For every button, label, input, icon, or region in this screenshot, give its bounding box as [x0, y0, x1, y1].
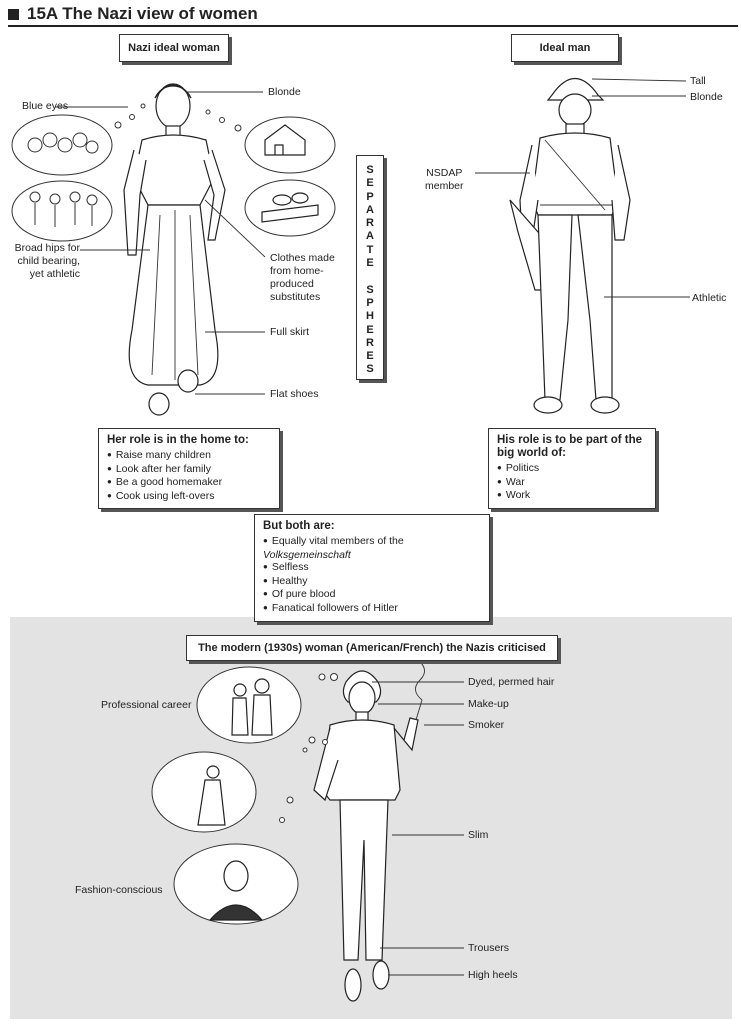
modern-woman-heading-text: The modern (1930s) woman (American/French) the Nazis criticised [198, 642, 546, 654]
label-makeup: Make-up [468, 698, 509, 710]
list-item: ● Work [497, 489, 647, 503]
ideal-woman-heading [119, 34, 229, 62]
sphere-letter: S [366, 283, 374, 296]
ideal-woman-heading-text: Nazi ideal woman [128, 42, 220, 54]
modern-woman-figure [314, 660, 425, 1001]
sphere-letter: H [366, 310, 374, 323]
both-item-prefix: Equally vital members of the [271, 535, 404, 547]
her-role-list [107, 449, 271, 503]
sphere-letter: A [366, 203, 374, 216]
list-item: ● Be a good homemaker [107, 476, 271, 490]
label-fashion: Fashion-conscious [75, 884, 163, 896]
both-list [263, 535, 481, 616]
sphere-letter: E [366, 257, 374, 270]
label-career: Professional career [101, 699, 192, 711]
label-clothes-line: substitutes [270, 291, 321, 303]
label-slim: Slim [468, 829, 489, 841]
label-nsdap-line: member [425, 180, 464, 192]
list-item: ● Raise many children [107, 449, 271, 463]
sphere-letter: A [366, 230, 374, 243]
label-hips-line: yet athletic [29, 268, 80, 280]
label-blonde-man: Blonde [690, 91, 723, 103]
sphere-letter: R [366, 336, 374, 349]
his-role-list [497, 462, 647, 503]
label-hips-line: Broad hips for [14, 242, 80, 254]
label-full-skirt: Full skirt [270, 326, 310, 338]
list-item: ● Healthy [263, 575, 481, 589]
list-item [263, 535, 481, 561]
list-item: ● Fanatical followers of Hitler [263, 602, 481, 616]
label-hips [10, 242, 80, 281]
ideal-woman-figure [124, 84, 225, 415]
children-bubble-2 [12, 181, 112, 241]
both-heading: But both are: [263, 520, 335, 532]
sphere-letter: S [366, 363, 374, 376]
sphere-letter: T [366, 243, 374, 256]
his-role-heading-line: His role is to be part of the [497, 434, 643, 446]
label-clothes-line: from home- [270, 265, 324, 277]
list-item: ● Cook using left-overs [107, 490, 271, 504]
label-tall: Tall [690, 75, 706, 87]
volksgemeinschaft-term: Volksgemeinschaft [263, 548, 351, 561]
list-item: ● Look after her family [107, 463, 271, 477]
sphere-letter: P [366, 296, 374, 309]
title-text: 15A The Nazi view of women [27, 4, 258, 23]
label-trousers: Trousers [468, 942, 510, 954]
sphere-letter: E [366, 350, 374, 363]
label-blue-eyes: Blue eyes [22, 100, 69, 112]
sphere-letter: R [366, 217, 374, 230]
his-role-heading [497, 434, 647, 460]
label-heels: High heels [468, 969, 518, 981]
label-nsdap [425, 167, 464, 193]
ideal-man-heading [511, 34, 619, 62]
her-role-box [98, 428, 280, 509]
sphere-letter: E [366, 177, 374, 190]
label-flat-shoes: Flat shoes [270, 388, 319, 400]
ideal-man-heading-text: Ideal man [539, 42, 591, 54]
label-clothes [270, 252, 335, 304]
both-box [254, 514, 490, 622]
label-clothes-line: produced [270, 278, 314, 290]
his-role-heading-line: big world of: [497, 447, 566, 459]
separate-spheres-box [356, 155, 384, 380]
sphere-letter: E [366, 323, 374, 336]
his-role-box [488, 428, 656, 509]
label-nsdap-line: NSDAP [426, 167, 463, 179]
sphere-letter: P [366, 190, 374, 203]
modern-woman-heading [186, 635, 558, 661]
sphere-letter: S [366, 164, 374, 176]
label-hair: Dyed, permed hair [468, 676, 555, 688]
label-hips-line: child bearing, [17, 255, 80, 267]
label-clothes-line: Clothes made [270, 252, 335, 264]
list-item: ● Selfless [263, 561, 481, 575]
career-bubble [197, 667, 301, 743]
list-item: ● Of pure blood [263, 588, 481, 602]
list-item: ● War [497, 476, 647, 490]
label-blonde-woman: Blonde [268, 86, 301, 98]
label-athletic: Athletic [692, 292, 727, 304]
list-item: ● Politics [497, 462, 647, 476]
label-smoker: Smoker [468, 719, 505, 731]
ideal-man-figure [510, 79, 630, 414]
her-role-heading: Her role is in the home to: [107, 434, 249, 446]
